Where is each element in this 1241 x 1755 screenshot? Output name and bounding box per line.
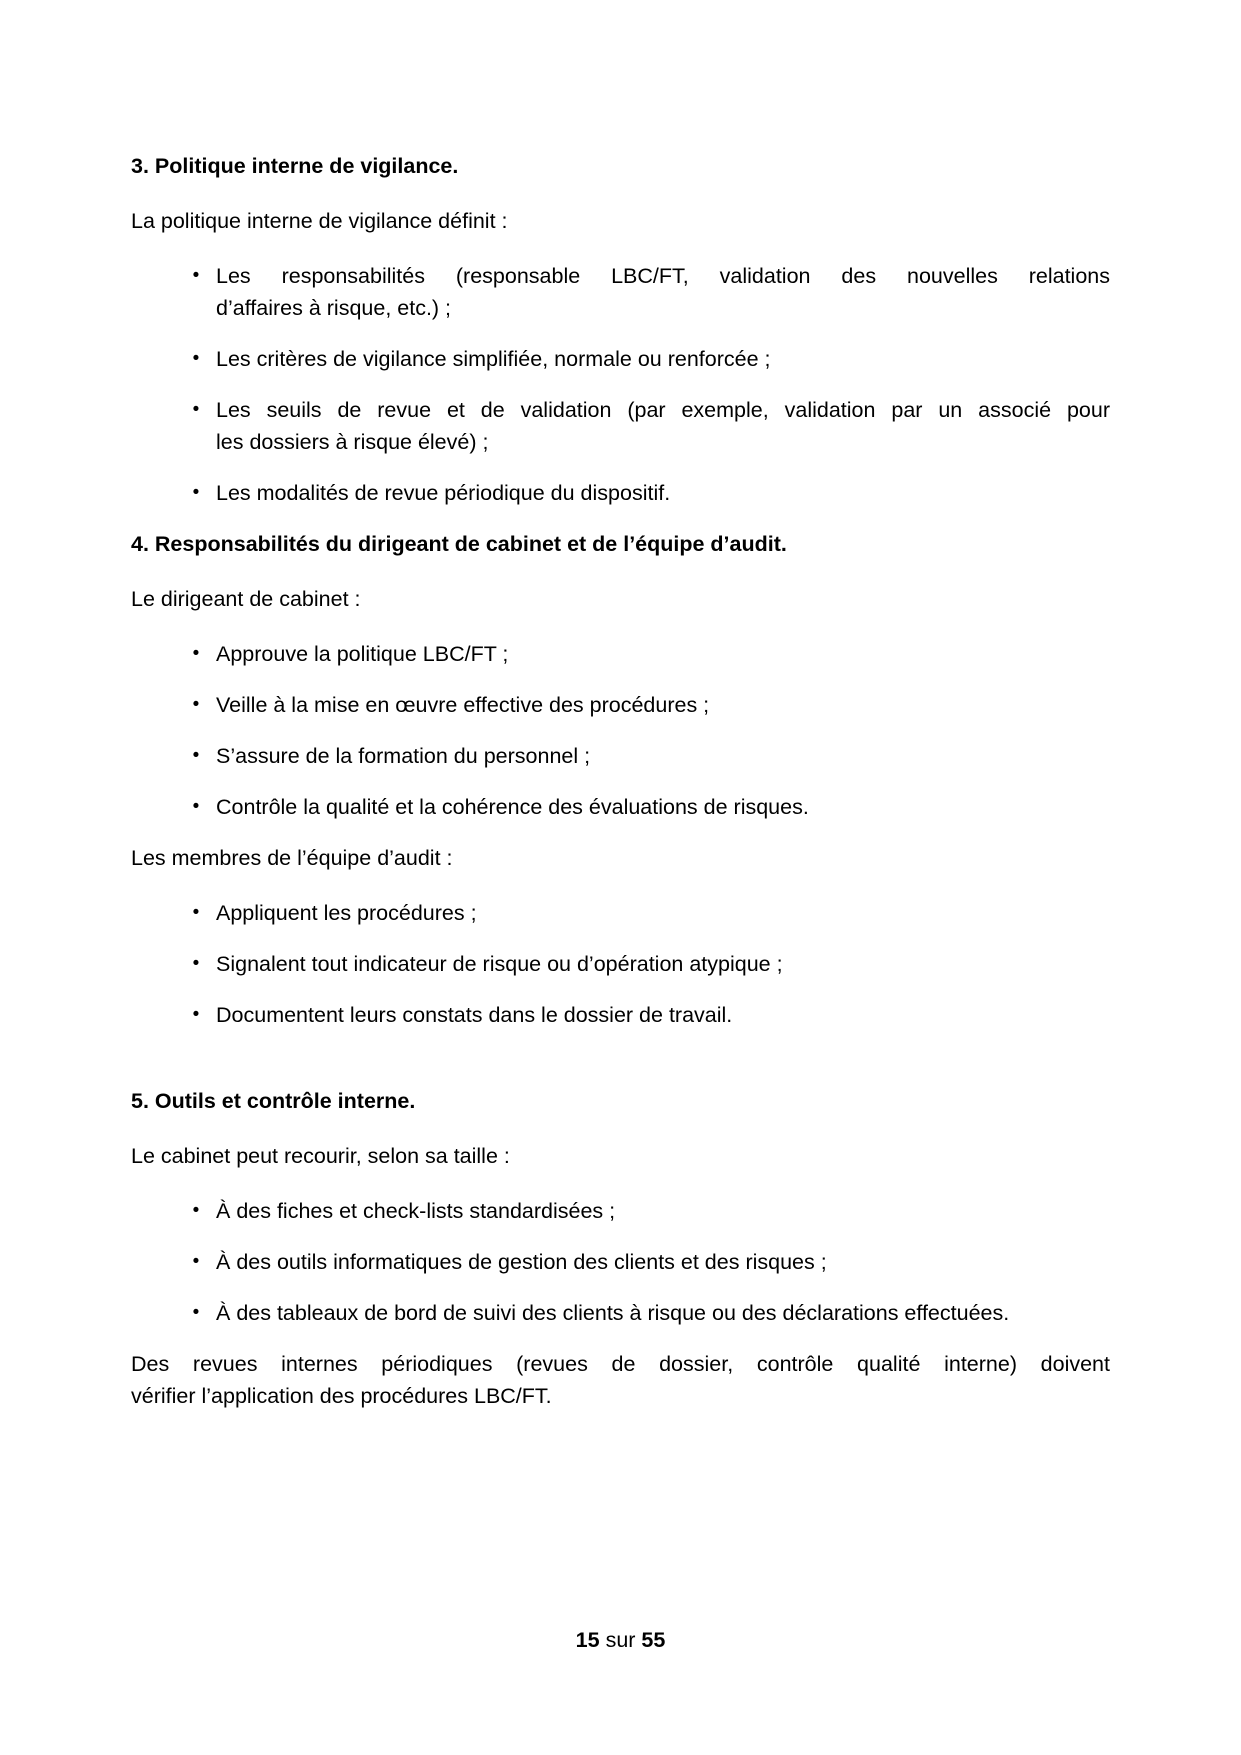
closing-paragraph-line: vérifier l’application des procédures LBC/FT. — [131, 1384, 552, 1408]
list-item-line: À des outils informatiques de gestion des clients et des risques ; — [216, 1250, 827, 1274]
list-item — [131, 1195, 1110, 1227]
list-item — [131, 897, 1110, 929]
page-number-current: 15 — [575, 1628, 600, 1652]
bullet-icon: • — [192, 1251, 200, 1272]
list-item — [131, 477, 1110, 509]
list-item-line: Les modalités de revue périodique du dispositif. — [216, 481, 671, 505]
bullet-icon: • — [192, 694, 200, 715]
bullet-icon: • — [192, 953, 200, 974]
list-item-line: Les critères de vigilance simplifiée, normale ou renforcée ; — [216, 347, 771, 371]
list-item — [131, 999, 1110, 1031]
list-item — [131, 1297, 1110, 1329]
list-item-line: Veille à la mise en œuvre effective des procédures ; — [216, 693, 710, 717]
list-item — [131, 638, 1110, 670]
closing-paragraph-line: Des revues internes périodiques (revues de dossier, contrôle qualité interne) doivent — [131, 1352, 1110, 1376]
list-item — [131, 948, 1110, 980]
bullet-icon: • — [192, 482, 200, 503]
bullet-icon: • — [192, 348, 200, 369]
list-item-line: À des tableaux de bord de suivi des clients à risque ou des déclarations effectuées. — [216, 1301, 1010, 1325]
section-heading-4: 4. Responsabilités du dirigeant de cabinet et de l’équipe d’audit. — [131, 532, 787, 556]
section-heading-3: 3. Politique interne de vigilance. — [131, 154, 459, 178]
bullet-icon: • — [192, 1302, 200, 1323]
section-4-intro: Le dirigeant de cabinet : — [131, 587, 361, 611]
list-item-line: Signalent tout indicateur de risque ou d’opération atypique ; — [216, 952, 783, 976]
list-item — [131, 740, 1110, 772]
list-item-line: Documentent leurs constats dans le dossier de travail. — [216, 1003, 733, 1027]
list-item-line: Appliquent les procédures ; — [216, 901, 477, 925]
list-item — [131, 1246, 1110, 1278]
list-item-line: d’affaires à risque, etc.) ; — [216, 296, 452, 320]
bullet-icon: • — [192, 902, 200, 923]
list-item — [131, 260, 1110, 324]
bullet-icon: • — [192, 643, 200, 664]
bullet-icon: • — [192, 745, 200, 766]
bullet-list — [131, 260, 1110, 509]
bullet-icon: • — [192, 796, 200, 817]
bullet-list — [131, 1195, 1110, 1329]
list-item-line: À des fiches et check-lists standardisées ; — [216, 1199, 616, 1223]
list-item-line: les dossiers à risque élevé) ; — [216, 430, 489, 454]
bullet-list — [131, 897, 1110, 1031]
page-number — [0, 1624, 1241, 1656]
page-number-total: 55 — [641, 1628, 666, 1652]
bullet-icon: • — [192, 1200, 200, 1221]
list-item-line: Les seuils de revue et de validation (par exemple, validation par un associé pour — [216, 398, 1110, 422]
list-item-line: Approuve la politique LBC/FT ; — [216, 642, 509, 666]
section-heading-5: 5. Outils et contrôle interne. — [131, 1089, 416, 1113]
list-item-line: S’assure de la formation du personnel ; — [216, 744, 591, 768]
list-item — [131, 343, 1110, 375]
section-3-intro: La politique interne de vigilance définit : — [131, 209, 508, 233]
page-number-separator: sur — [605, 1628, 636, 1652]
bullet-list — [131, 638, 1110, 823]
section-4-intro-2: Les membres de l’équipe d’audit : — [131, 846, 453, 870]
closing-paragraph — [131, 1348, 1110, 1412]
section-5-intro: Le cabinet peut recourir, selon sa taille : — [131, 1144, 510, 1168]
list-item — [131, 689, 1110, 721]
bullet-icon: • — [192, 399, 200, 420]
list-item — [131, 394, 1110, 458]
list-item-line: Les responsabilités (responsable LBC/FT, validation des nouvelles relations — [216, 264, 1110, 288]
bullet-icon: • — [192, 1004, 200, 1025]
list-item — [131, 791, 1110, 823]
list-item-line: Contrôle la qualité et la cohérence des évaluations de risques. — [216, 795, 809, 819]
bullet-icon: • — [192, 265, 200, 286]
